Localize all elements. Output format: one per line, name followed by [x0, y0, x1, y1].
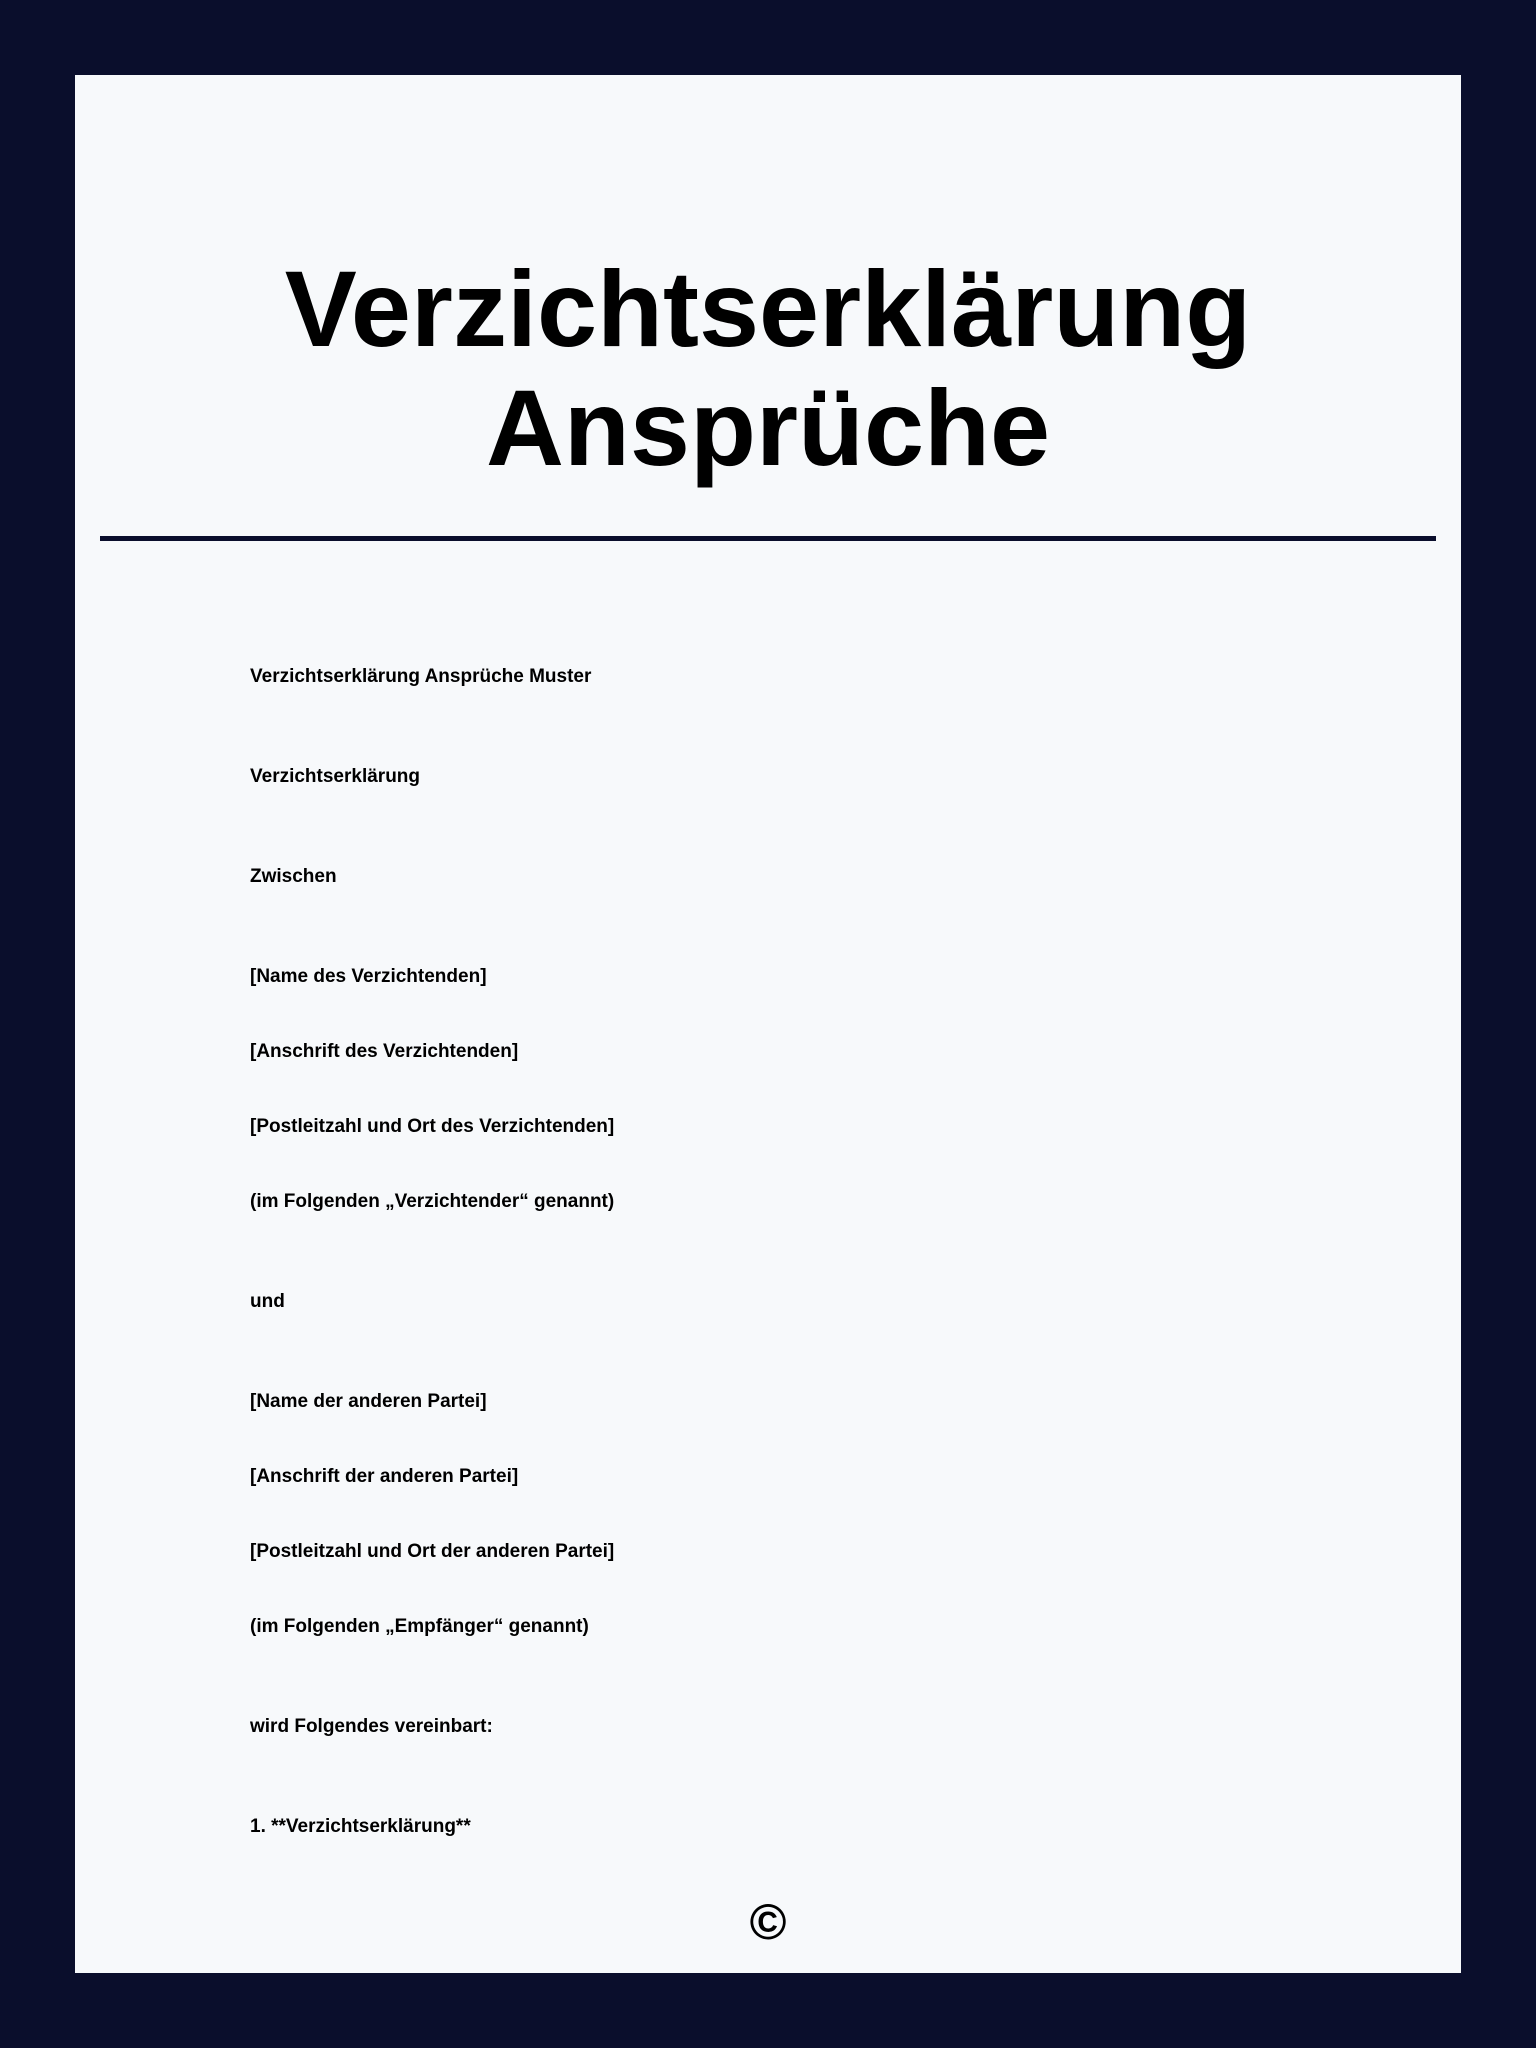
- clause-heading: 1. **Verzichtserklärung**: [250, 1816, 471, 1837]
- document-heading: Verzichtserklärung Ansprüche Muster: [250, 666, 592, 687]
- title-line-1: Verzichtserklärung: [284, 248, 1252, 369]
- waiver-party-designation: (im Folgenden „Verzichtender“ genannt): [250, 1191, 615, 1212]
- other-party-city: [Postleitzahl und Ort der anderen Partei]: [250, 1541, 615, 1562]
- other-party-address: [Anschrift der anderen Partei]: [250, 1466, 519, 1487]
- agreement-intro: wird Folgendes vereinbart:: [250, 1716, 493, 1737]
- section-title: Verzichtserklärung: [250, 766, 421, 787]
- other-party-name: [Name der anderen Partei]: [250, 1391, 487, 1412]
- between-label: Zwischen: [250, 866, 337, 887]
- title-divider: [100, 536, 1436, 541]
- copyright-icon: ©: [749, 1894, 787, 1950]
- waiver-party-name: [Name des Verzichtenden]: [250, 966, 487, 987]
- waiver-party-city: [Postleitzahl und Ort des Verzichtenden]: [250, 1116, 615, 1137]
- other-party-designation: (im Folgenden „Empfänger“ genannt): [250, 1616, 589, 1637]
- waiver-party-address: [Anschrift des Verzichtenden]: [250, 1041, 519, 1062]
- title-line-2: Ansprüche: [485, 366, 1051, 488]
- and-label: und: [250, 1291, 285, 1312]
- document-page: [75, 75, 1461, 1973]
- document-title: [75, 250, 1461, 488]
